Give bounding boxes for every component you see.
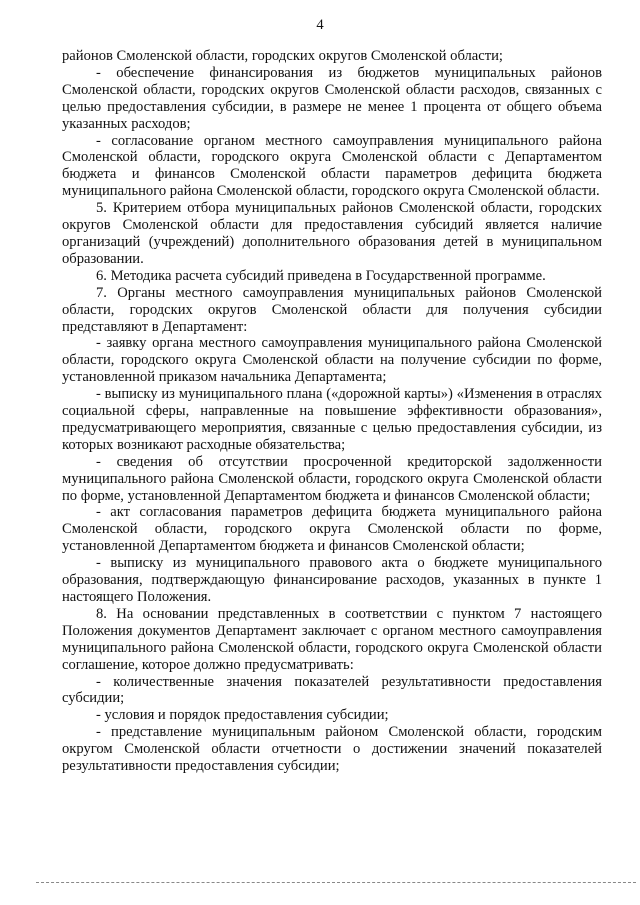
paragraph: - сведения об отсутствии просроченной кредиторской задолженности муниципального района Смоленской области, городского округа Смоленской области по форме, установленной Департаментом бюджета и финансов Смоленской области; <box>62 453 602 504</box>
paragraph: - акт согласования параметров дефицита бюджета муниципального района Смоленской области, городского округа Смоленской области по форме, установленной Департаментом бюджета и финансов Смоленской области; <box>62 504 602 555</box>
paragraph: 7. Органы местного самоуправления муниципальных районов Смоленской области, городских округов Смоленской области для получения субсидии представляют в Департамент: <box>62 284 602 335</box>
page-bottom-divider <box>36 882 636 884</box>
paragraph: 5. Критерием отбора муниципальных районов Смоленской области, городских округов Смоленской области для предоставления субсидий является наличие организаций (учреждений) дополнительного образования детей в муниципальном образовании. <box>62 200 602 267</box>
paragraph: районов Смоленской области, городских округов Смоленской области; <box>62 48 503 64</box>
paragraph: - количественные значения показателей результативности предоставления субсидии; <box>62 673 602 707</box>
paragraph: - выписку из муниципального правового акта о бюджете муниципального образования, подтверждающую финансирование расходов, указанных в пункте 1 настоящего Положения. <box>62 555 602 605</box>
paragraph: - согласование органом местного самоуправления муниципального района Смоленской области, городского округа Смоленской области с Департаментом бюджета и финансов Смоленской области параметров дефицита бюджета муниципального района Смоленской области, городского округа Смоленской области. <box>62 132 602 200</box>
page-number: 4 <box>316 17 324 33</box>
body-text <box>62 48 602 775</box>
paragraph: - выписку из муниципального плана («дорожной карты») «Изменения в отраслях социальной сферы, направленные на повышение эффективности образования», предусматривающего мероприятия, связанные с целью предоставления субсидии, из которых возникают расходные обязательства; <box>62 386 602 453</box>
paragraph: - условия и порядок предоставления субсидии; <box>96 707 389 724</box>
paragraph: 8. На основании представленных в соответствии с пунктом 7 настоящего Положения документов Департамент заключает с органом местного самоуправления муниципального района Смоленской области, городского округа Смоленской области соглашение, которое должно предусматривать: <box>62 605 602 673</box>
paragraph: - обеспечение финансирования из бюджетов муниципальных районов Смоленской области, городских округов Смоленской области расходов, связанных с целью предоставления субсидии, в размере не менее 1 процента от общего объема указанных расходов; <box>62 64 602 132</box>
paragraph: - заявку органа местного самоуправления муниципального района Смоленской области, городского округа Смоленской области на получение субсидии по форме, установленной приказом начальника Департамента; <box>62 335 602 386</box>
paragraph: - представление муниципальным районом Смоленской области, городским округом Смоленской области отчетности о достижении значений показателей результативности предоставления субсидии; <box>62 724 602 775</box>
paragraph: 6. Методика расчета субсидий приведена в Государственной программе. <box>96 267 546 284</box>
